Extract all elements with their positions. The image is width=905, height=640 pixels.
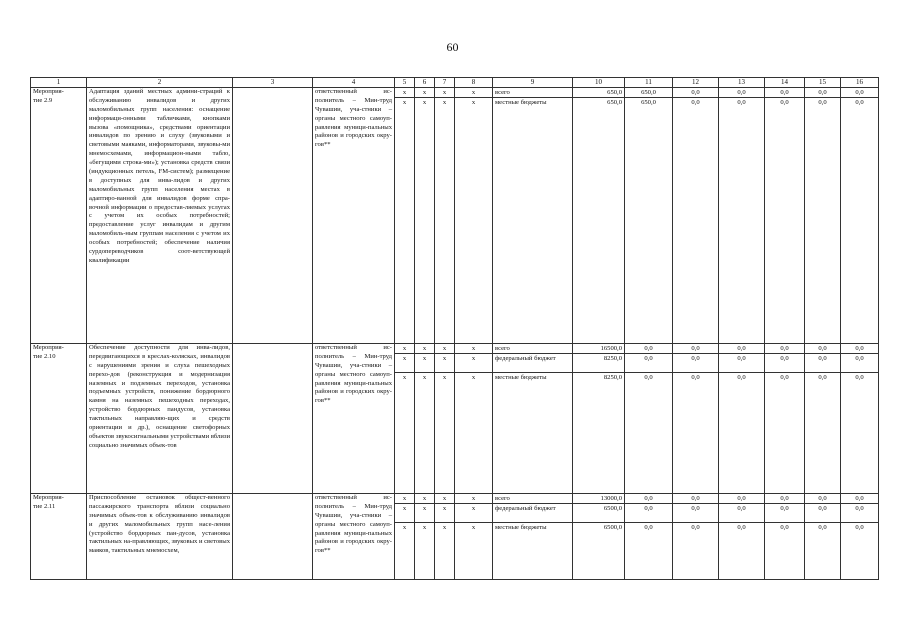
cell-value: 6500,0 — [573, 522, 624, 532]
column-number-12: 12 — [673, 78, 719, 88]
col-c13 — [719, 88, 765, 344]
cell-value: x — [395, 522, 414, 532]
cell-value: x — [415, 353, 434, 372]
cell-value: 0,0 — [691, 345, 700, 352]
cell-value: 0,0 — [625, 372, 672, 382]
activity-row — [31, 88, 879, 344]
cell-value: 0,0 — [644, 345, 653, 352]
cell-value: x — [471, 495, 476, 502]
col-c16 — [841, 344, 879, 494]
cell-value: 0,0 — [841, 372, 878, 382]
cell-value: x — [442, 345, 447, 352]
cell-value: x — [435, 353, 454, 372]
col-c12 — [673, 344, 719, 494]
cell-value: 0,0 — [855, 345, 864, 352]
cell-value: 0,0 — [644, 495, 653, 502]
col-c11 — [625, 88, 673, 344]
cell-value: x — [395, 353, 414, 372]
activity-row — [31, 344, 879, 494]
funding-source: местные бюджеты — [493, 97, 572, 107]
col-c7 — [435, 494, 455, 580]
activity-responsible: ответственный ис-полнитель – Мин-труд Чувашии, уча-стники – органы местного самоуп-равления муници-пальных районов и городских окру-гов** — [313, 494, 395, 580]
funding-source: федеральный бюджет — [493, 503, 572, 522]
cell-value: 0,0 — [780, 89, 789, 96]
col-c15 — [805, 494, 841, 580]
cell-value: x — [415, 97, 434, 107]
col-c8 — [455, 344, 493, 494]
cell-value: 0,0 — [805, 353, 840, 372]
cell-value: x — [395, 97, 414, 107]
col-c10 — [573, 344, 625, 494]
activity-description: Адаптация зданий местных админи-страций к обслуживанию инвалидов и других маломобильных групп населения: оснащение информаци-онными табличками, кнопками вызова «помощника», средствами ориентации инвалидов по зрению и слуху (звуковыми и световыми маяками, информаторами, звуковы-ми мнемосхемами, информацион-ными табло, «бегущими строка-ми»); установка средств связи (индукционных петель, FM-систем); размещение в доступных для инва-лидов и других маломобильных групп населения местах в адаптиро-ванной для инвалидов форме спра-вочной информации о предостав-ляемых услугах с учетом их особых потребностей; предоставление услуг инвалидам и другим маломобиль-ным группам населения с учетом их особых потребностей; обеспечение наличия сурдопереводчиков соот-ветствующей квалификации — [87, 88, 233, 344]
cell-value: 0,0 — [841, 503, 878, 522]
activity-row — [31, 494, 879, 580]
cell-value: x — [471, 89, 476, 96]
cell-value: x — [395, 503, 414, 522]
cell-value: 0,0 — [805, 503, 840, 522]
cell-value: x — [422, 89, 427, 96]
cell-value: 0,0 — [673, 353, 718, 372]
cell-value: 0,0 — [691, 89, 700, 96]
cell-value: 0,0 — [818, 89, 827, 96]
cell-value: x — [455, 503, 492, 522]
cell-value: x — [395, 372, 414, 382]
col-source — [493, 88, 573, 344]
page-number: 60 — [446, 40, 459, 54]
cell-value: 0,0 — [855, 495, 864, 502]
cell-value: x — [471, 345, 476, 352]
activity-id: Мероприя- тие 2.10 — [31, 344, 87, 494]
cell-value: 0,0 — [855, 89, 864, 96]
col-c15 — [805, 88, 841, 344]
funding-source: всего — [495, 345, 510, 352]
col-c5 — [395, 88, 415, 344]
cell-value: 0,0 — [765, 353, 804, 372]
column-number-2: 2 — [87, 78, 233, 88]
column-number-11: 11 — [625, 78, 673, 88]
col-c14 — [765, 344, 805, 494]
cell-value: 0,0 — [719, 353, 764, 372]
cell-value: 0,0 — [780, 495, 789, 502]
cell-value: 650,0 — [573, 97, 624, 107]
funding-source: местные бюджеты — [493, 372, 572, 382]
col-c6 — [415, 344, 435, 494]
col-c16 — [841, 494, 879, 580]
cell-value: 0,0 — [841, 522, 878, 532]
cell-value: 0,0 — [780, 345, 789, 352]
cell-value: 0,0 — [805, 372, 840, 382]
cell-value: 8250,0 — [573, 353, 624, 372]
col-c12 — [673, 494, 719, 580]
cell-value: x — [402, 89, 407, 96]
cell-value: 13000,0 — [600, 495, 622, 502]
cell-value: 0,0 — [719, 97, 764, 107]
cell-value: x — [422, 345, 427, 352]
col-c8 — [455, 88, 493, 344]
cell-value: x — [455, 353, 492, 372]
cell-value: 0,0 — [719, 503, 764, 522]
cell-value: 650,0 — [641, 89, 656, 96]
column-number-15: 15 — [805, 78, 841, 88]
cell-value: x — [415, 372, 434, 382]
funding-source: местные бюджеты — [493, 522, 572, 532]
col-c11 — [625, 494, 673, 580]
column-number-10: 10 — [573, 78, 625, 88]
cell-value: x — [435, 522, 454, 532]
cell-value: x — [415, 503, 434, 522]
col-source — [493, 494, 573, 580]
cell-value: x — [402, 345, 407, 352]
cell-value: 0,0 — [673, 372, 718, 382]
cell-value: 0,0 — [765, 97, 804, 107]
col-c5 — [395, 344, 415, 494]
cell-value: 0,0 — [805, 97, 840, 107]
activity-col3 — [233, 494, 313, 580]
cell-value: x — [422, 495, 427, 502]
col-c15 — [805, 344, 841, 494]
activity-responsible: ответственный ис-полнитель – Мин-труд Чувашии, уча-стники – органы местного самоуп-равления муници-пальных районов и городских окру-гов** — [313, 344, 395, 494]
funding-source: федеральный бюджет — [493, 353, 572, 372]
col-c6 — [415, 88, 435, 344]
column-number-5: 5 — [395, 78, 415, 88]
activity-id: Мероприя- тие 2.9 — [31, 88, 87, 344]
cell-value: x — [455, 97, 492, 107]
cell-value: 0,0 — [673, 522, 718, 532]
column-number-8: 8 — [455, 78, 493, 88]
col-c16 — [841, 88, 879, 344]
cell-value: 650,0 — [625, 97, 672, 107]
column-number-14: 14 — [765, 78, 805, 88]
cell-value: 8250,0 — [573, 372, 624, 382]
col-c7 — [435, 88, 455, 344]
cell-value: 0,0 — [765, 372, 804, 382]
activity-responsible: ответственный ис-полнитель – Мин-труд Чувашии, уча-стники – органы местного самоуп-равления муници-пальных районов и городских окру-гов** — [313, 88, 395, 344]
cell-value: x — [415, 522, 434, 532]
cell-value: x — [402, 495, 407, 502]
cell-value: x — [455, 372, 492, 382]
column-number-16: 16 — [841, 78, 879, 88]
column-number-7: 7 — [435, 78, 455, 88]
cell-value: 0,0 — [737, 89, 746, 96]
col-c6 — [415, 494, 435, 580]
cell-value: 0,0 — [737, 495, 746, 502]
cell-value: 0,0 — [765, 503, 804, 522]
col-c5 — [395, 494, 415, 580]
cell-value: 0,0 — [673, 97, 718, 107]
col-c14 — [765, 88, 805, 344]
cell-value: 0,0 — [625, 522, 672, 532]
column-number-row — [31, 78, 879, 88]
activity-id: Мероприя- тие 2.11 — [31, 494, 87, 580]
col-c7 — [435, 344, 455, 494]
col-c11 — [625, 344, 673, 494]
col-c8 — [455, 494, 493, 580]
cell-value: 16500,0 — [600, 345, 622, 352]
cell-value: 6500,0 — [573, 503, 624, 522]
col-c13 — [719, 494, 765, 580]
activity-description: Приспособление остановок общест-венного пассажирского транспорта вблизи социально значимых объек-тов к обслуживанию инвалидов и других маломобильных групп насе-ления (устройство бордюрных пан-дусов, установка тактильных на-правляющих, звуковых и световых маяков, тактильных мнемосхем, — [87, 494, 233, 580]
cell-value: x — [442, 89, 447, 96]
cell-value: 0,0 — [737, 345, 746, 352]
cell-value: 0,0 — [805, 522, 840, 532]
column-number-9: 9 — [493, 78, 573, 88]
cell-value: 0,0 — [818, 495, 827, 502]
col-c10 — [573, 88, 625, 344]
col-source — [493, 344, 573, 494]
program-activities-table — [30, 77, 879, 580]
cell-value: 0,0 — [625, 353, 672, 372]
col-c12 — [673, 88, 719, 344]
column-number-13: 13 — [719, 78, 765, 88]
cell-value: 0,0 — [818, 345, 827, 352]
cell-value: 0,0 — [673, 503, 718, 522]
cell-value: x — [435, 372, 454, 382]
cell-value: x — [442, 495, 447, 502]
funding-source: всего — [495, 89, 510, 96]
cell-value: 0,0 — [719, 522, 764, 532]
funding-source: всего — [495, 495, 510, 502]
cell-value: x — [435, 503, 454, 522]
activity-description: Обеспечение доступности для инва-лидов, передвигающихся в креслах-колясках, инвалидов с нарушениями зрения и слуха пешеходных перехо-дов (реконструкция и модернизация наземных и подземных переходов, установка подъемных устройств, понижение бордюрного камня на наземных пешеходных переходах, устройство бордюрных пандусов, установка тактильных направляю-щих и средств ориентации и др.), оснащение светофорных объектов звукосигнальными устройствами вблизи социально значимых объек-тов — [87, 344, 233, 494]
cell-value: 0,0 — [625, 503, 672, 522]
cell-value: 0,0 — [765, 522, 804, 532]
column-number-3: 3 — [233, 78, 313, 88]
cell-value: 0,0 — [841, 353, 878, 372]
cell-value: 0,0 — [691, 495, 700, 502]
column-number-4: 4 — [313, 78, 395, 88]
activity-col3 — [233, 88, 313, 344]
col-c14 — [765, 494, 805, 580]
column-number-6: 6 — [415, 78, 435, 88]
cell-value: x — [435, 97, 454, 107]
cell-value: 0,0 — [719, 372, 764, 382]
cell-value: 0,0 — [841, 97, 878, 107]
col-c10 — [573, 494, 625, 580]
column-number-1: 1 — [31, 78, 87, 88]
col-c13 — [719, 344, 765, 494]
activity-col3 — [233, 344, 313, 494]
cell-value: 650,0 — [607, 89, 622, 96]
cell-value: x — [455, 522, 492, 532]
